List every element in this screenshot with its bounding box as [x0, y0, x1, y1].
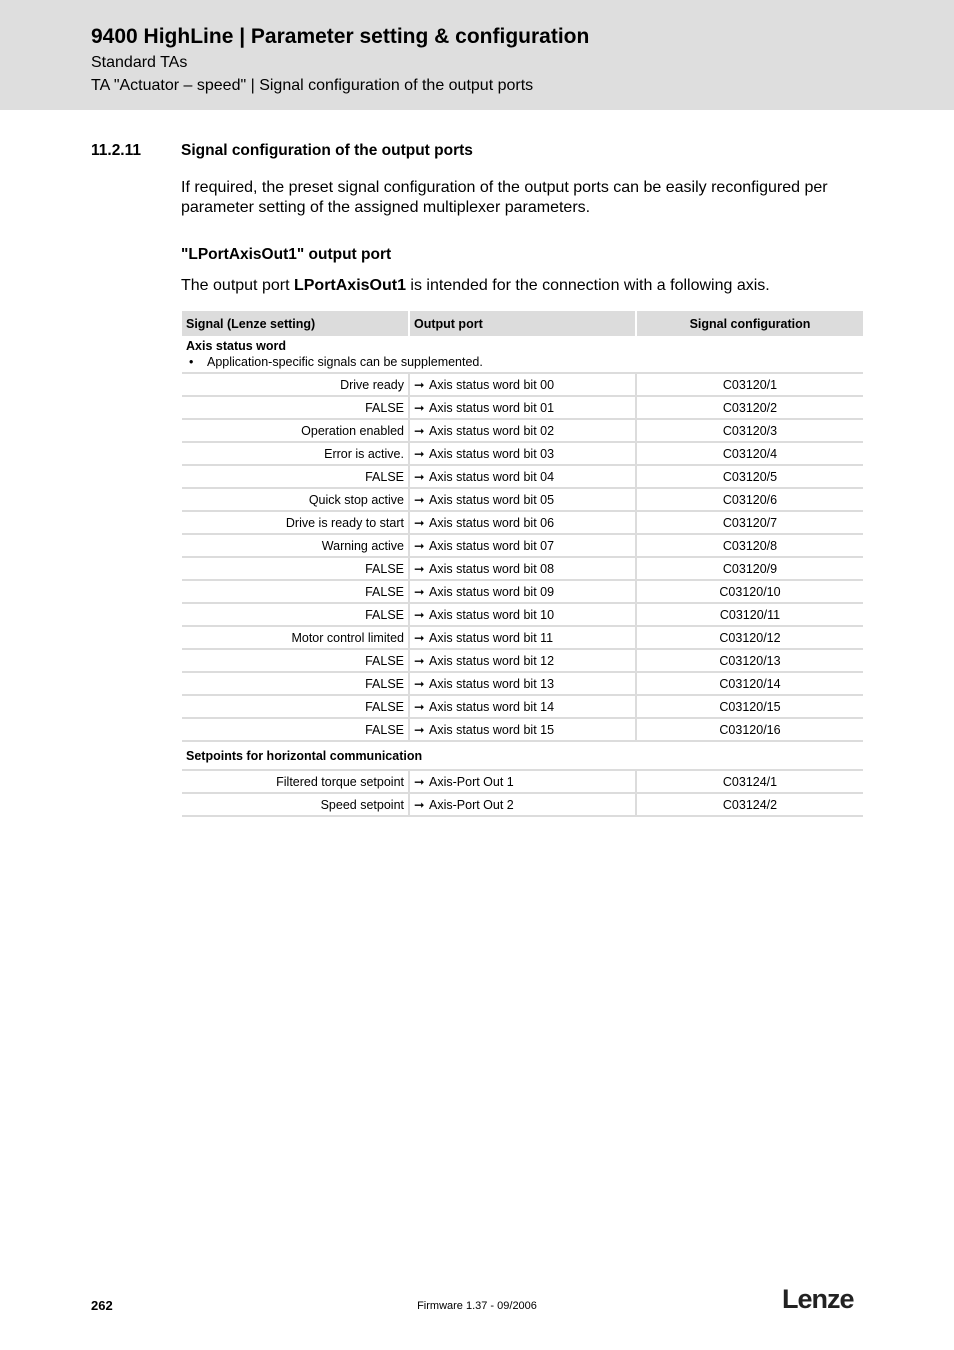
output-port-label: Axis status word bit 00 [429, 378, 555, 392]
table-row [182, 396, 863, 419]
output-port-cell [409, 793, 636, 816]
signal-cell: FALSE [182, 718, 409, 741]
column-header-signal: Signal (Lenze setting) [182, 311, 409, 336]
output-port-cell [409, 626, 636, 649]
table-row [182, 580, 863, 603]
output-port-label: Axis status word bit 07 [429, 539, 555, 553]
signal-cell: FALSE [182, 580, 409, 603]
signal-configuration-cell: C03120/9 [636, 557, 863, 580]
arrow-right-icon: ➞ [414, 700, 425, 714]
signal-configuration-cell: C03120/3 [636, 419, 863, 442]
arrow-right-icon: ➞ [414, 585, 425, 599]
signal-configuration-cell: C03120/11 [636, 603, 863, 626]
arrow-right-icon: ➞ [414, 608, 425, 622]
signal-configuration-cell: C03124/2 [636, 793, 863, 816]
table-header-row [182, 311, 863, 336]
document-subtitle-section: TA "Actuator – speed" | Signal configuration of the output ports [91, 77, 534, 94]
output-port-label: Axis status word bit 10 [429, 608, 555, 622]
arrow-right-icon: ➞ [414, 798, 425, 812]
table-row [182, 626, 863, 649]
table-row [182, 419, 863, 442]
table-row [182, 373, 863, 396]
signal-cell: Filtered torque setpoint [182, 770, 409, 793]
output-port-cell [409, 649, 636, 672]
table-row [182, 511, 863, 534]
table-row [182, 534, 863, 557]
signal-cell: Speed setpoint [182, 793, 409, 816]
signal-cell: Error is active. [182, 442, 409, 465]
group-title: Setpoints for horizontal communication [186, 748, 423, 763]
arrow-right-icon: ➞ [414, 424, 425, 438]
port-description [181, 277, 770, 295]
output-port-label: Axis status word bit 04 [429, 470, 555, 484]
table-row [182, 770, 863, 793]
signal-cell: FALSE [182, 649, 409, 672]
table-row [182, 465, 863, 488]
port-heading: "LPortAxisOut1" output port [181, 246, 392, 263]
table-row [182, 557, 863, 580]
section-number: 11.2.11 [91, 142, 142, 159]
output-port-label: Axis-Port Out 1 [429, 775, 514, 789]
signal-cell: FALSE [182, 672, 409, 695]
output-port-label: Axis status word bit 03 [429, 447, 555, 461]
signal-cell: Motor control limited [182, 626, 409, 649]
arrow-right-icon: ➞ [414, 378, 425, 392]
signal-configuration-cell: C03120/8 [636, 534, 863, 557]
output-port-label: Axis status word bit 13 [429, 677, 555, 691]
section-intro-paragraph: If required, the preset signal configuration of the output ports can be easily reconfigured per parameter setting of the assigned multiplexer parameters. [181, 179, 828, 216]
output-port-cell [409, 419, 636, 442]
signal-configuration-cell: C03124/1 [636, 770, 863, 793]
lenze-logo: Lenze [782, 1284, 854, 1314]
table-row [182, 603, 863, 626]
signal-configuration-cell: C03120/13 [636, 649, 863, 672]
arrow-right-icon: ➞ [414, 723, 425, 737]
signal-configuration-cell: C03120/10 [636, 580, 863, 603]
output-port-cell [409, 672, 636, 695]
signal-configuration-cell: C03120/14 [636, 672, 863, 695]
table-body [182, 336, 863, 816]
table-group-row [182, 336, 863, 373]
table-row [182, 793, 863, 816]
output-port-label: Axis status word bit 05 [429, 493, 555, 507]
signal-cell: FALSE [182, 603, 409, 626]
bullet-icon: • [189, 355, 194, 369]
table-row [182, 649, 863, 672]
group-title: Axis status word [186, 339, 287, 353]
output-port-label: Axis status word bit 15 [429, 723, 555, 737]
port-name: LPortAxisOut1 [293, 277, 406, 294]
arrow-right-icon: ➞ [414, 447, 425, 461]
output-port-label: Axis status word bit 08 [429, 562, 555, 576]
signal-configuration-cell: C03120/12 [636, 626, 863, 649]
group-cell [182, 336, 863, 373]
signal-cell: FALSE [182, 396, 409, 419]
output-port-cell [409, 695, 636, 718]
group-note-text: Application-specific signals can be supplemented. [207, 355, 483, 369]
arrow-right-icon: ➞ [414, 401, 425, 415]
output-port-cell [409, 603, 636, 626]
output-port-cell [409, 511, 636, 534]
arrow-right-icon: ➞ [414, 631, 425, 645]
group-cell [182, 741, 863, 770]
signal-configuration-cell: C03120/2 [636, 396, 863, 419]
arrow-right-icon: ➞ [414, 493, 425, 507]
output-port-cell [409, 718, 636, 741]
signal-configuration-cell: C03120/6 [636, 488, 863, 511]
output-port-label: Axis status word bit 01 [429, 401, 555, 415]
firmware-version: Firmware 1.37 - 09/2006 [417, 1300, 537, 1312]
signal-cell: Drive ready [182, 373, 409, 396]
port-text-before: The output port [181, 277, 294, 294]
output-port-label: Axis status word bit 02 [429, 424, 555, 438]
arrow-right-icon: ➞ [414, 516, 425, 530]
port-text-after: is intended for the connection with a following axis. [405, 277, 770, 294]
output-port-label: Axis status word bit 12 [429, 654, 555, 668]
arrow-right-icon: ➞ [414, 654, 425, 668]
output-port-cell [409, 396, 636, 419]
arrow-right-icon: ➞ [414, 677, 425, 691]
output-port-cell [409, 770, 636, 793]
output-port-cell [409, 534, 636, 557]
arrow-right-icon: ➞ [414, 470, 425, 484]
table-row [182, 695, 863, 718]
document-subtitle-chapter: Standard TAs [91, 54, 188, 71]
output-port-cell [409, 488, 636, 511]
signal-cell: FALSE [182, 465, 409, 488]
signal-cell: Warning active [182, 534, 409, 557]
section-title: Signal configuration of the output ports [181, 142, 473, 159]
signal-configuration-cell: C03120/5 [636, 465, 863, 488]
table-group-row [182, 741, 863, 770]
table-row [182, 718, 863, 741]
output-port-label: Axis status word bit 11 [429, 631, 554, 645]
signal-cell: FALSE [182, 695, 409, 718]
page-number: 262 [91, 1298, 113, 1313]
signal-configuration-cell: C03120/4 [636, 442, 863, 465]
arrow-right-icon: ➞ [414, 775, 425, 789]
page-header [0, 0, 954, 110]
signal-cell: FALSE [182, 557, 409, 580]
output-port-cell [409, 557, 636, 580]
output-port-cell [409, 465, 636, 488]
output-port-cell [409, 373, 636, 396]
table-row [182, 488, 863, 511]
output-port-cell [409, 442, 636, 465]
output-port-label: Axis status word bit 14 [429, 700, 555, 714]
signal-configuration-cell: C03120/1 [636, 373, 863, 396]
output-port-label: Axis-Port Out 2 [429, 798, 514, 812]
signal-configuration-cell: C03120/7 [636, 511, 863, 534]
table-row [182, 672, 863, 695]
column-header-signal-configuration: Signal configuration [636, 311, 863, 336]
signal-configuration-table [182, 311, 863, 817]
document-title: 9400 HighLine | Parameter setting & configuration [91, 25, 590, 48]
arrow-right-icon: ➞ [414, 562, 425, 576]
signal-cell: Quick stop active [182, 488, 409, 511]
signal-cell: Drive is ready to start [182, 511, 409, 534]
signal-configuration-cell: C03120/16 [636, 718, 863, 741]
signal-configuration-cell: C03120/15 [636, 695, 863, 718]
column-header-output-port: Output port [409, 311, 636, 336]
group-note [186, 355, 859, 369]
output-port-label: Axis status word bit 06 [429, 516, 555, 530]
output-port-cell [409, 580, 636, 603]
signal-cell: Operation enabled [182, 419, 409, 442]
arrow-right-icon: ➞ [414, 539, 425, 553]
table-row [182, 442, 863, 465]
output-port-label: Axis status word bit 09 [429, 585, 555, 599]
